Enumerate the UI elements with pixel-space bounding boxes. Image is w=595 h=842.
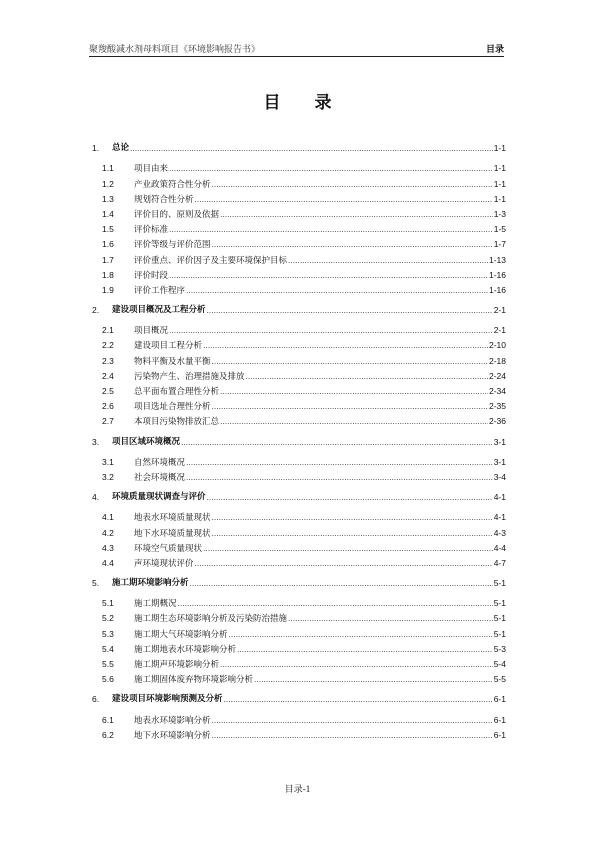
toc-dot-leader (212, 239, 493, 250)
toc-dot-leader (212, 512, 493, 523)
toc-entry-title: 环境空气质量现状 (134, 542, 203, 553)
toc-entry-number: 6. (92, 694, 100, 705)
toc-entry-number: 1.2 (102, 178, 114, 189)
toc-entry-number: 2.3 (102, 355, 114, 366)
toc-entry-page: 4-7 (493, 557, 506, 568)
toc-entry-page: 4-1 (493, 492, 506, 503)
toc-section-entry[interactable] (92, 382, 506, 397)
toc-dot-leader (203, 543, 493, 554)
toc-section-entry[interactable] (92, 726, 506, 741)
toc-entry-title: 物料平衡及水量平衡 (134, 355, 211, 366)
toc-entry-number: 2.7 (102, 416, 114, 427)
toc-section-entry[interactable] (92, 640, 506, 655)
toc-dot-leader (220, 659, 493, 670)
toc-entry-page: 2-1 (493, 325, 506, 336)
toc-entry-page: 2-36 (488, 416, 506, 427)
toc-entry-title: 总平面布置合理性分析 (134, 386, 220, 396)
toc-entry-number: 2.4 (102, 370, 114, 381)
toc-dot-leader (169, 325, 493, 336)
page-number: 目录-1 (284, 784, 311, 794)
toc-dot-leader (186, 457, 493, 468)
toc-entry-page: 5-1 (493, 628, 506, 639)
toc-entry-title: 项目概况 (134, 325, 169, 336)
toc-entry-number: 5. (92, 578, 100, 589)
toc-entry-page: 1-7 (493, 239, 506, 250)
toc-chapter-entry[interactable] (92, 301, 506, 316)
toc-section-entry[interactable] (92, 250, 506, 265)
toc-dot-leader (229, 629, 493, 640)
toc-section-entry[interactable] (92, 235, 506, 250)
toc-dot-leader (220, 209, 493, 220)
toc-dot-leader (212, 356, 488, 367)
toc-entry-title: 建设项目概况及工程分析 (112, 305, 206, 316)
toc-entry-number: 3. (92, 436, 100, 447)
toc-section-entry[interactable] (92, 594, 506, 609)
toc-dot-leader (220, 386, 488, 397)
toc-section-entry[interactable] (92, 468, 506, 483)
toc-entry-page: 3-1 (493, 436, 506, 447)
toc-entry-number: 4.1 (102, 512, 114, 523)
toc-entry-title: 施工期生态环境影响分析及污染防治措施 (134, 613, 288, 624)
toc-chapter-entry[interactable] (92, 488, 506, 503)
toc-entry-title: 评价等级与评价范围 (134, 239, 211, 250)
toc-entry-page: 1-16 (488, 284, 506, 295)
toc-entry-page: 1-5 (493, 224, 506, 235)
toc-entry-title: 环境质量现状调查与评价 (112, 492, 206, 503)
page-header (89, 42, 504, 57)
toc-entry-page: 5-4 (493, 659, 506, 669)
toc-entry-number: 4.3 (102, 542, 114, 553)
toc-entry-title: 项目选址合理性分析 (134, 401, 211, 412)
toc-dot-leader (181, 437, 493, 448)
toc-entry-page: 3-1 (493, 456, 506, 467)
toc-section-entry[interactable] (92, 220, 506, 235)
toc-dot-leader (220, 416, 488, 427)
toc-section-entry[interactable] (92, 266, 506, 281)
toc-entry-number: 6.2 (102, 729, 114, 740)
toc-entry-number: 4.2 (102, 527, 114, 538)
toc-entry-number: 2.5 (102, 386, 114, 396)
toc-entry-title: 自然环境概况 (134, 456, 186, 467)
toc-entry-page: 5-1 (493, 578, 506, 589)
toc-entry-number: 1.4 (102, 208, 114, 219)
toc-dot-leader (169, 224, 493, 235)
toc-entry-title: 评价工作程序 (134, 284, 186, 295)
toc-section-entry[interactable] (92, 174, 506, 189)
toc-entry-title: 地表水环境影响分析 (134, 714, 211, 725)
toc-entry-page: 4-3 (493, 527, 506, 538)
toc-chapter-entry[interactable] (92, 574, 506, 589)
toc-section-entry[interactable] (92, 367, 506, 382)
toc-dot-leader (169, 270, 488, 281)
toc-dot-leader (212, 401, 488, 412)
toc-entry-page: 2-34 (488, 386, 506, 396)
toc-entry-title: 施工期大气环境影响分析 (134, 628, 228, 639)
toc-entry-title: 地表水环境质量现状 (134, 512, 211, 523)
toc-entry-page: 5-1 (493, 613, 506, 624)
toc-entry-number: 2.1 (102, 325, 114, 336)
toc-entry-number: 3.1 (102, 456, 114, 467)
toc-section-entry[interactable] (92, 321, 506, 336)
toc-dot-leader (203, 340, 488, 351)
toc-entry-number: 1.1 (102, 163, 114, 174)
toc-entry-title: 地下水环境影响分析 (134, 729, 211, 740)
toc-entry-page: 2-18 (488, 355, 506, 366)
toc-entry-title: 本项目污染物排放汇总 (134, 416, 220, 427)
toc-entry-number: 5.3 (102, 628, 114, 639)
toc-section-entry[interactable] (92, 670, 506, 685)
toc-dot-leader (190, 578, 493, 589)
toc-dot-leader (237, 644, 493, 655)
toc-entry-title: 评价时段 (134, 269, 169, 280)
toc-entry-page: 1-1 (493, 143, 506, 154)
toc-entry-number: 5.4 (102, 643, 114, 654)
toc-section-entry[interactable] (92, 710, 506, 725)
toc-entry-title: 规划符合性分析 (134, 193, 194, 204)
toc-entry-title: 声环境现状评价 (134, 557, 194, 568)
toc-dot-leader (254, 674, 493, 685)
toc-title: 目 录 (263, 93, 346, 113)
toc-entry-number: 5.1 (102, 598, 114, 609)
toc-section-entry[interactable] (92, 539, 506, 554)
toc-entry-title: 施工期概况 (134, 598, 177, 609)
table-of-contents (92, 134, 506, 741)
toc-dot-leader (212, 528, 493, 539)
toc-entry-title: 施工期固体废弃物环境影响分析 (134, 674, 254, 685)
toc-dot-leader (195, 558, 493, 569)
toc-section-entry[interactable] (92, 554, 506, 569)
toc-entry-title: 建设项目工程分析 (134, 340, 203, 351)
toc-entry-number: 5.5 (102, 659, 114, 669)
toc-entry-number: 2. (92, 305, 100, 316)
toc-entry-title: 施工期环境影响分析 (112, 578, 189, 589)
toc-section-entry[interactable] (92, 351, 506, 366)
toc-entry-page: 4-4 (493, 542, 506, 553)
toc-section-entry[interactable] (92, 508, 506, 523)
toc-dot-leader (169, 163, 493, 174)
toc-entry-title: 产业政策符合性分析 (134, 178, 211, 189)
toc-dot-leader (207, 305, 493, 316)
toc-dot-leader (178, 598, 493, 609)
toc-entry-title: 污染物产生、治理措施及排放 (134, 370, 245, 381)
toc-entry-number: 2.6 (102, 401, 114, 412)
toc-entry-title: 项目由来 (134, 163, 169, 174)
toc-entry-page: 6-1 (493, 714, 506, 725)
toc-dot-leader (130, 143, 493, 154)
toc-section-entry[interactable] (92, 336, 506, 351)
toc-entry-number: 6.1 (102, 714, 114, 725)
toc-entry-page: 4-1 (493, 512, 506, 523)
toc-entry-number: 1. (92, 143, 100, 154)
toc-section-entry[interactable] (92, 281, 506, 296)
toc-section-entry[interactable] (92, 523, 506, 538)
toc-dot-leader (207, 492, 493, 503)
toc-section-entry[interactable] (92, 190, 506, 205)
toc-entry-page: 2-24 (488, 370, 506, 381)
toc-entry-page: 2-10 (488, 340, 506, 351)
toc-dot-leader (288, 255, 488, 266)
toc-dot-leader (195, 194, 493, 205)
toc-dot-leader (186, 285, 488, 296)
toc-dot-leader (246, 371, 488, 382)
toc-entry-title: 地下水环境质量现状 (134, 527, 211, 538)
toc-entry-title: 施工期地表水环境影响分析 (134, 643, 237, 654)
section-label: 目录 (485, 44, 504, 54)
toc-entry-title: 评价重点、评价因子及主要环境保护目标 (134, 254, 288, 265)
toc-section-entry[interactable] (92, 205, 506, 220)
toc-entry-title: 总论 (112, 143, 130, 154)
toc-entry-page: 5-1 (493, 598, 506, 609)
toc-entry-number: 5.2 (102, 613, 114, 624)
toc-entry-number: 4. (92, 492, 100, 503)
toc-entry-number: 5.6 (102, 674, 114, 685)
toc-dot-leader (224, 694, 493, 705)
toc-entry-page: 1-3 (493, 208, 506, 219)
document-title: 聚羧酸减水剂母料项目《环境影响报告书》 (89, 44, 261, 54)
toc-entry-number: 3.2 (102, 471, 114, 482)
toc-section-entry[interactable] (92, 412, 506, 427)
toc-section-entry[interactable] (92, 609, 506, 624)
toc-entry-number: 1.9 (102, 284, 114, 295)
toc-entry-title: 评价标准 (134, 224, 169, 235)
toc-section-entry[interactable] (92, 397, 506, 412)
toc-chapter-entry[interactable] (92, 432, 506, 447)
toc-entry-title: 项目区域环境概况 (112, 436, 181, 447)
toc-dot-leader (212, 730, 493, 741)
toc-entry-title: 社会环境概况 (134, 471, 186, 482)
toc-entry-page: 1-1 (493, 163, 506, 174)
toc-section-entry[interactable] (92, 453, 506, 468)
toc-entry-page: 1-1 (493, 193, 506, 204)
toc-entry-page: 6-1 (493, 729, 506, 740)
toc-entry-number: 1.3 (102, 193, 114, 204)
toc-entry-page: 1-1 (493, 178, 506, 189)
toc-chapter-entry[interactable] (92, 690, 506, 705)
toc-entry-number: 1.5 (102, 224, 114, 235)
toc-entry-page: 1-13 (488, 254, 506, 265)
toc-entry-page: 2-35 (488, 401, 506, 412)
toc-entry-page: 2-1 (493, 305, 506, 316)
toc-section-entry[interactable] (92, 655, 506, 670)
toc-chapter-entry[interactable] (92, 139, 506, 154)
toc-dot-leader (186, 472, 493, 483)
toc-entry-number: 1.7 (102, 254, 114, 265)
toc-entry-number: 1.6 (102, 239, 114, 250)
toc-entry-number: 4.4 (102, 557, 114, 568)
toc-entry-page: 5-5 (493, 674, 506, 685)
toc-entry-title: 施工期声环境影响分析 (134, 659, 220, 669)
toc-entry-number: 2.2 (102, 340, 114, 351)
toc-entry-page: 1-16 (488, 269, 506, 280)
toc-dot-leader (288, 613, 493, 624)
toc-entry-title: 建设项目环境影响预测及分析 (112, 694, 223, 705)
toc-entry-page: 6-1 (493, 694, 506, 705)
toc-entry-page: 5-3 (493, 643, 506, 654)
toc-dot-leader (212, 715, 493, 726)
toc-dot-leader (212, 179, 493, 190)
toc-entry-number: 1.8 (102, 269, 114, 280)
toc-section-entry[interactable] (92, 624, 506, 639)
toc-section-entry[interactable] (92, 159, 506, 174)
toc-entry-title: 评价目的、原则及依据 (134, 208, 220, 219)
toc-entry-page: 3-4 (493, 471, 506, 482)
